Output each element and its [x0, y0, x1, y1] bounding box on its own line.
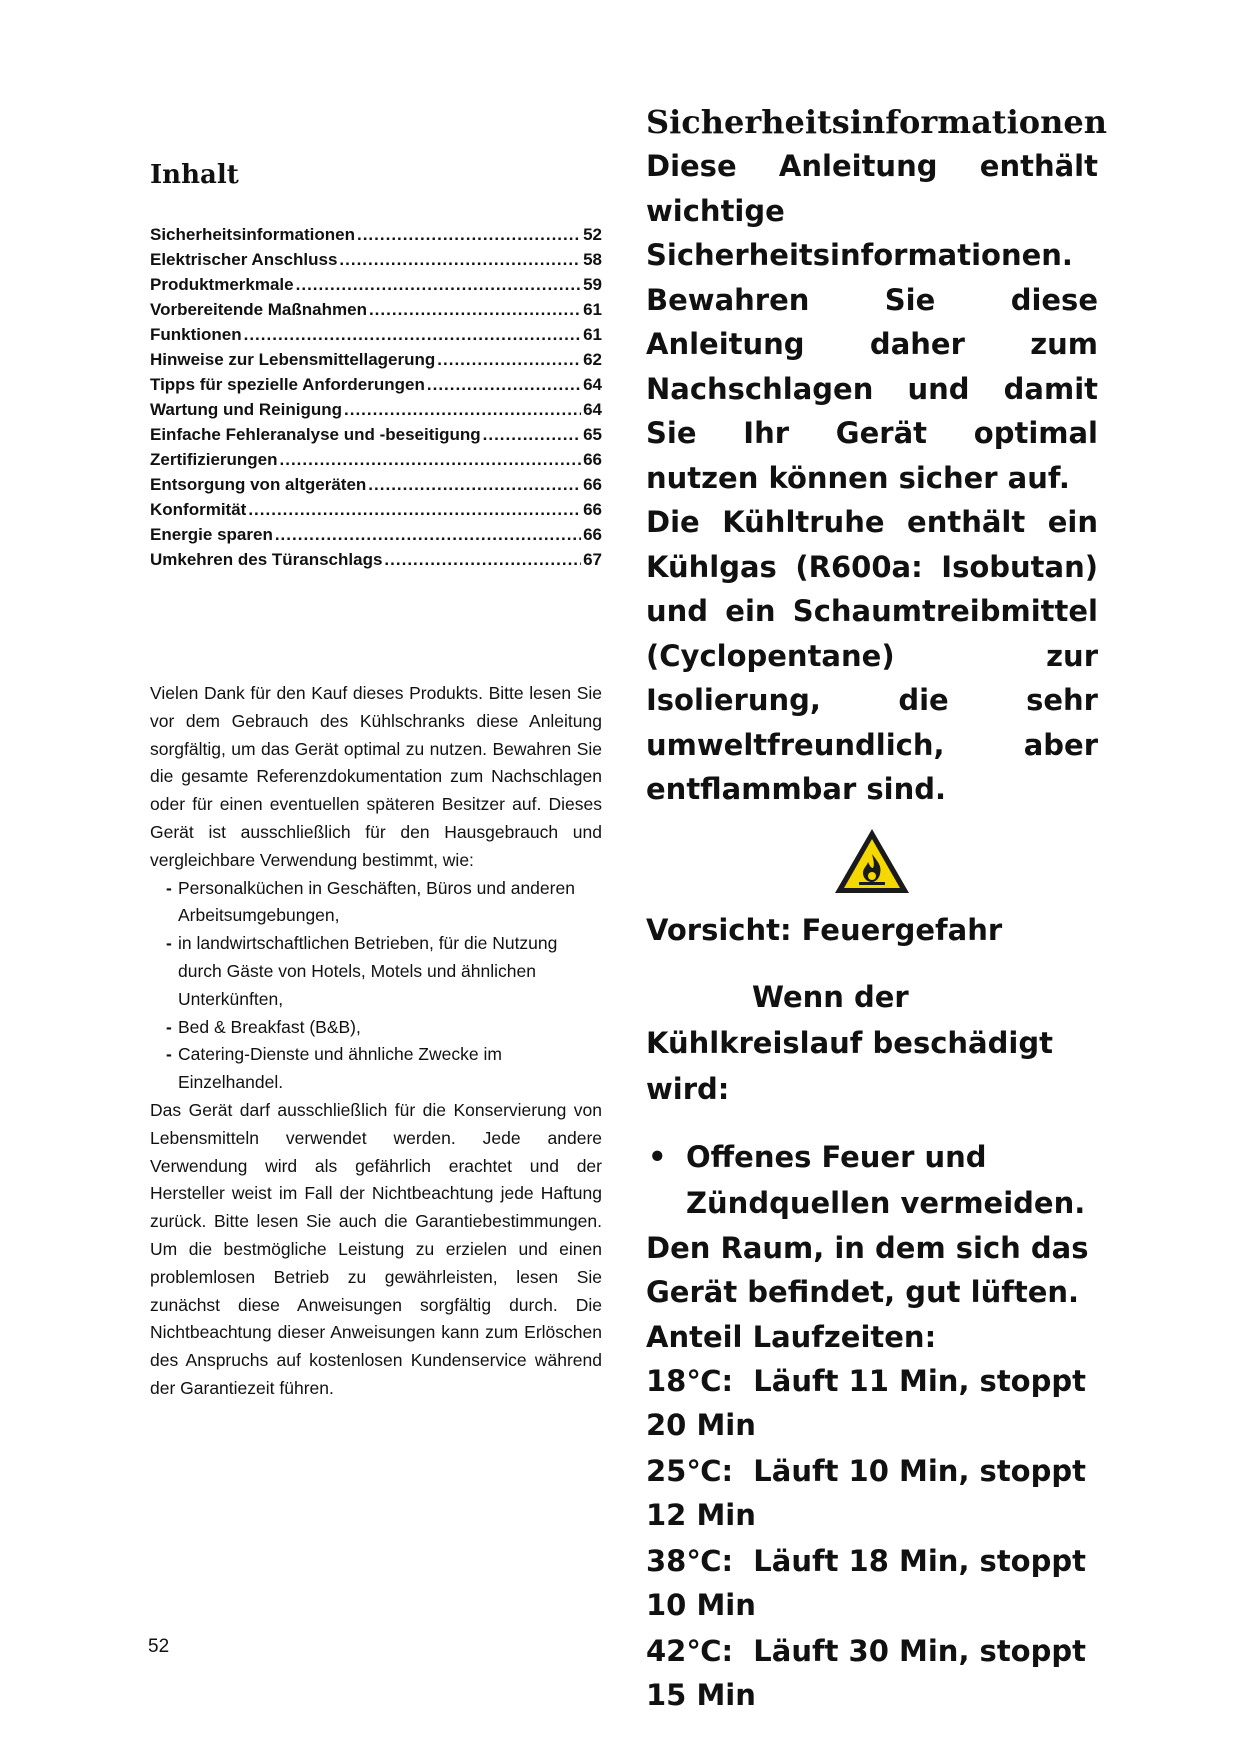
bullet-dot: •	[648, 1139, 667, 1174]
usage-list	[150, 875, 602, 1097]
toc-entry: Produktmerkmale ..... 59	[150, 272, 602, 297]
safety-title: Sicherheitsinformationen	[646, 103, 1107, 141]
usage-list-item: - in landwirtschaftlichen Betrieben, für die Nutzung durch Gäste von Hotels, Motels und ähnlichen Unterkünften,	[166, 930, 602, 1013]
toc-entry: Vorbereitende Maßnahmen ..... 61	[150, 297, 602, 322]
toc-entry: Funktionen ..... 61	[150, 322, 602, 347]
usage-paragraph: Das Gerät darf ausschließlich für die Konservierung von Lebensmitteln verwendet werden. Jede andere Verwendung wird als gefährlich erachtet und der Hersteller weist im Fall der Nichtbeachtung jede Haftung zurück. Bitte lesen Sie auch die Garantiebestimmungen. Um die bestmögliche Leistung zu erzielen und einen problemlosen Betrieb zu gewährleisten, lesen Sie zunächst diese Anweisungen sorgfältig durch. Die Nichtbeachtung dieser Anweisungen kann zum Erlöschen des Anspruchs auf kostenlosen Kundenservice während der Garantiezeit führen.	[150, 1099, 602, 1398]
refrigerant-info: Die Kühltruhe enthält ein Kühlgas (R600a: Isobutan) und ein Schaumtreibmittel (Cyclopentane) zur Isolierung, die sehr umweltfreundlich, aber entflammbar sind.	[646, 505, 1098, 806]
runtime-title: Anteil Laufzeiten:	[646, 1319, 937, 1354]
toc-entry: Hinweise zur Lebensmittellagerung ..... 62	[150, 347, 602, 372]
toc-entry: Konformität ..... 66	[150, 497, 602, 522]
left-column	[150, 140, 602, 1403]
toc-entry: Sicherheitsinformationen ..... 52	[150, 222, 602, 247]
page-number: 52	[148, 1636, 170, 1657]
flammable-warning-icon	[832, 826, 912, 896]
safety-intro: Diese Anleitung enthält wichtige Sicherheitsinformationen. Bewahren Sie diese Anleitung daher zum Nachschlagen und damit Sie Ihr Gerät optimal nutzen können sicher auf.	[646, 149, 1098, 495]
toc-entry: Zertifizierungen ..... 66	[150, 447, 602, 472]
fire-caution: Vorsicht: Feuergefahr	[646, 912, 1003, 947]
right-column	[646, 100, 1107, 1719]
intro-paragraph: Vielen Dank für den Kauf dieses Produkts. Bitte lesen Sie vor dem Gebrauch des Kühlschranks diese Anleitung sorgfältig, um das Gerät optimal zu nutzen. Bewahren Sie die gesamte Referenzdokumentation zum Nachschlagen oder für einen eventuellen späteren Besitzer auf. Dieses Gerät ist ausschließlich für den Hausgebrauch und vergleichbare Verwendung bestimmt, wie:	[150, 683, 602, 870]
intro-text	[150, 680, 602, 1403]
toc-entry: Umkehren des Türanschlags ..... 67	[150, 547, 602, 572]
toc-entry: Energie sparen ..... 66	[150, 522, 602, 547]
toc-entry: Entsorgung von altgeräten ..... 66	[150, 472, 602, 497]
runtime-entry: 38℃: Läuft 18 Min, stoppt 10 Min	[646, 1544, 1086, 1622]
toc-entry: Elektrischer Anschluss ..... 58	[150, 247, 602, 272]
avoid-fire-text: Offenes Feuer und Zündquellen vermeiden.	[686, 1139, 1086, 1220]
toc-entry: Tipps für spezielle Anforderungen ..... 64	[150, 372, 602, 397]
toc-entry: Wartung und Reinigung ..... 64	[150, 397, 602, 422]
table-of-contents	[150, 222, 602, 572]
usage-list-item: - Personalküchen in Geschäften, Büros und anderen Arbeitsumgebungen,	[166, 875, 602, 931]
ventilate-text: Den Raum, in dem sich das Gerät befindet, gut lüften.	[646, 1230, 1089, 1309]
usage-list-item: - Bed & Breakfast (B&B),	[166, 1014, 602, 1042]
toc-title: Inhalt	[150, 160, 239, 190]
runtime-entry: 18℃: Läuft 11 Min, stoppt 20 Min	[646, 1364, 1086, 1442]
usage-list-item: - Catering-Dienste und ähnliche Zwecke im Einzelhandel.	[166, 1041, 602, 1097]
runtime-entry: 42℃: Läuft 30 Min, stoppt 15 Min	[646, 1634, 1086, 1712]
circuit-damage-heading: Wenn der Kühlkreislauf beschädigt wird:	[646, 979, 1053, 1106]
toc-entry: Einfache Fehleranalyse und -beseitigung ..... 65	[150, 422, 602, 447]
bullet-item	[646, 1134, 1098, 1226]
runtime-entry: 25℃: Läuft 10 Min, stoppt 12 Min	[646, 1454, 1086, 1532]
